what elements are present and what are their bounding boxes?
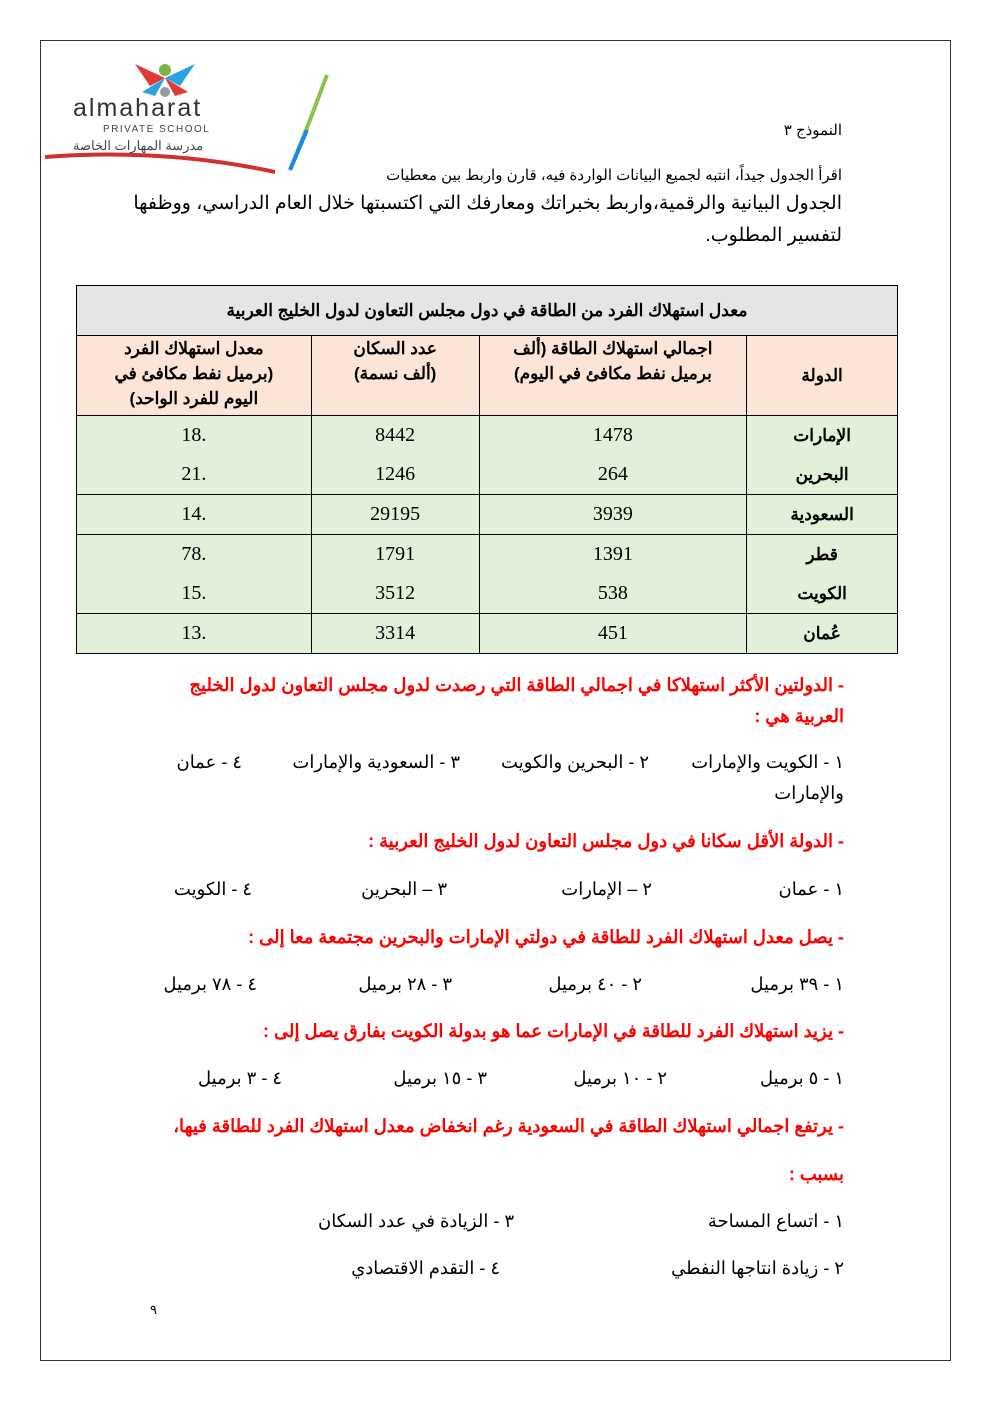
logo-subtitle: PRIVATE SCHOOL [103,124,211,135]
value-cell: .21 [181,463,207,485]
header-population: عدد السكان (ألف نسمة) [311,336,479,416]
question-4: - يزيد استهلاك الفرد للطاقة في الإمارات عما هو بدولة الكويت بفارق يصل إلى : [262,1021,844,1041]
value-cell: 1391 [592,543,633,565]
value-cell: 451 [479,614,747,654]
table-row [77,614,898,654]
option[interactable]: ٤ - ٧٨ برميل [163,974,257,994]
value-cell: 264 [597,463,628,485]
option-cont: والإمارات [774,783,844,803]
option[interactable]: ١ - اتساع المساحة [707,1211,844,1231]
option[interactable]: ٣ - ١٥ برميل [393,1068,487,1088]
option[interactable]: ٢ - زيادة انتاجها النفطي [671,1258,844,1278]
country-cell: قطر [806,545,838,564]
option[interactable]: ٢ - ٤٠ برميل [548,974,642,994]
table-title: معدل استهلاك الفرد من الطاقة في دول مجلس التعاون لدول الخليج العربية [77,286,898,336]
table-row [77,535,898,614]
option[interactable]: ٢ - البحرين والكويت [501,752,649,772]
value-cell: 3512 [375,582,416,604]
value-cell: .18 [181,424,207,446]
option[interactable]: ٤ - الكويت [173,879,252,899]
school-logo [45,60,330,175]
question-1-cont: العربية هي : [754,706,844,726]
option[interactable]: ٤ - التقدم الاقتصادي [351,1258,500,1278]
table-row [77,416,898,495]
value-cell: .78 [181,543,207,565]
option[interactable]: ٣ - ٢٨ برميل [358,974,452,994]
question-5-cont: بسبب : [788,1164,844,1184]
question-2: - الدولة الأقل سكانا في دول مجلس التعاون لدول الخليج العربية : [368,831,844,851]
instruction-line-3: لتفسير المطلوب. [705,225,842,246]
logo-wordmark: almaharat [73,94,203,122]
header-total-consumption: اجمالي استهلاك الطاقة (ألف برميل نفط مكافئ في اليوم) [479,336,747,416]
question-3: - يصل معدل استهلاك الفرد للطاقة في دولتي الإمارات والبحرين مجتمعة معا إلى : [248,927,844,947]
value-cell: 29195 [311,495,479,535]
energy-table [76,285,898,654]
table-row [77,495,898,535]
instruction-line-1: اقرأ الجدول جيداً، انتبه لجميع البيانات الواردة فيه، قارن واربط بين معطيات [386,167,842,184]
value-cell: .14 [77,495,312,535]
country-cell: الكويت [797,584,847,603]
option[interactable]: ٣ - السعودية والإمارات [292,752,460,772]
value-cell: 3939 [479,495,747,535]
model-label: النموذج ٣ [783,122,842,139]
option[interactable]: ١ - الكويت والإمارات [691,752,844,772]
question-5: - يرتفع اجمالي استهلاك الطاقة في السعودية رغم انخفاض معدل استهلاك الفرد للطاقة فيها، [173,1116,844,1136]
country-cell: الإمارات [793,426,851,445]
country-cell: السعودية [747,495,898,535]
header-per-capita: معدل استهلاك الفرد (برميل نفط مكافئ في اليوم للفرد الواحد) [77,336,312,416]
value-cell: .15 [181,582,207,604]
value-cell: .13 [77,614,312,654]
option[interactable]: ٢ – الإمارات [561,879,652,899]
country-cell: عُمان [747,614,898,654]
value-cell: 1246 [375,463,416,485]
question-1: - الدولتين الأكثر استهلاكا في اجمالي الطاقة التي رصدت لدول مجلس التعاون لدول الخليج [189,675,844,695]
option[interactable]: ٤ - عمان [176,752,242,772]
option[interactable]: ١ - ٣٩ برميل [750,974,844,994]
logo-arabic-name: مدرسة المهارات الخاصة [73,138,204,153]
option[interactable]: ٣ - الزيادة في عدد السكان [317,1211,514,1231]
value-cell: 3314 [311,614,479,654]
option[interactable]: ٢ - ١٠ برميل [573,1068,667,1088]
option[interactable]: ٤ - ٣ برميل [198,1068,282,1088]
value-cell: 1478 [592,424,633,446]
value-cell: 8442 [375,424,416,446]
option[interactable]: ١ - عمان [778,879,844,899]
value-cell: 538 [597,582,628,604]
header-country: الدولة [747,336,898,416]
option[interactable]: ١ - ٥ برميل [760,1068,844,1088]
instruction-line-2: الجدول البيانية والرقمية،واربط بخبراتك ومعارفك التي اكتسبتها خلال العام الدراسي، ووظفها [133,193,842,214]
country-cell: البحرين [795,465,849,484]
value-cell: 1791 [375,543,416,565]
page-number: ٩ [150,1302,157,1317]
option[interactable]: ٣ – البحرين [361,879,447,899]
